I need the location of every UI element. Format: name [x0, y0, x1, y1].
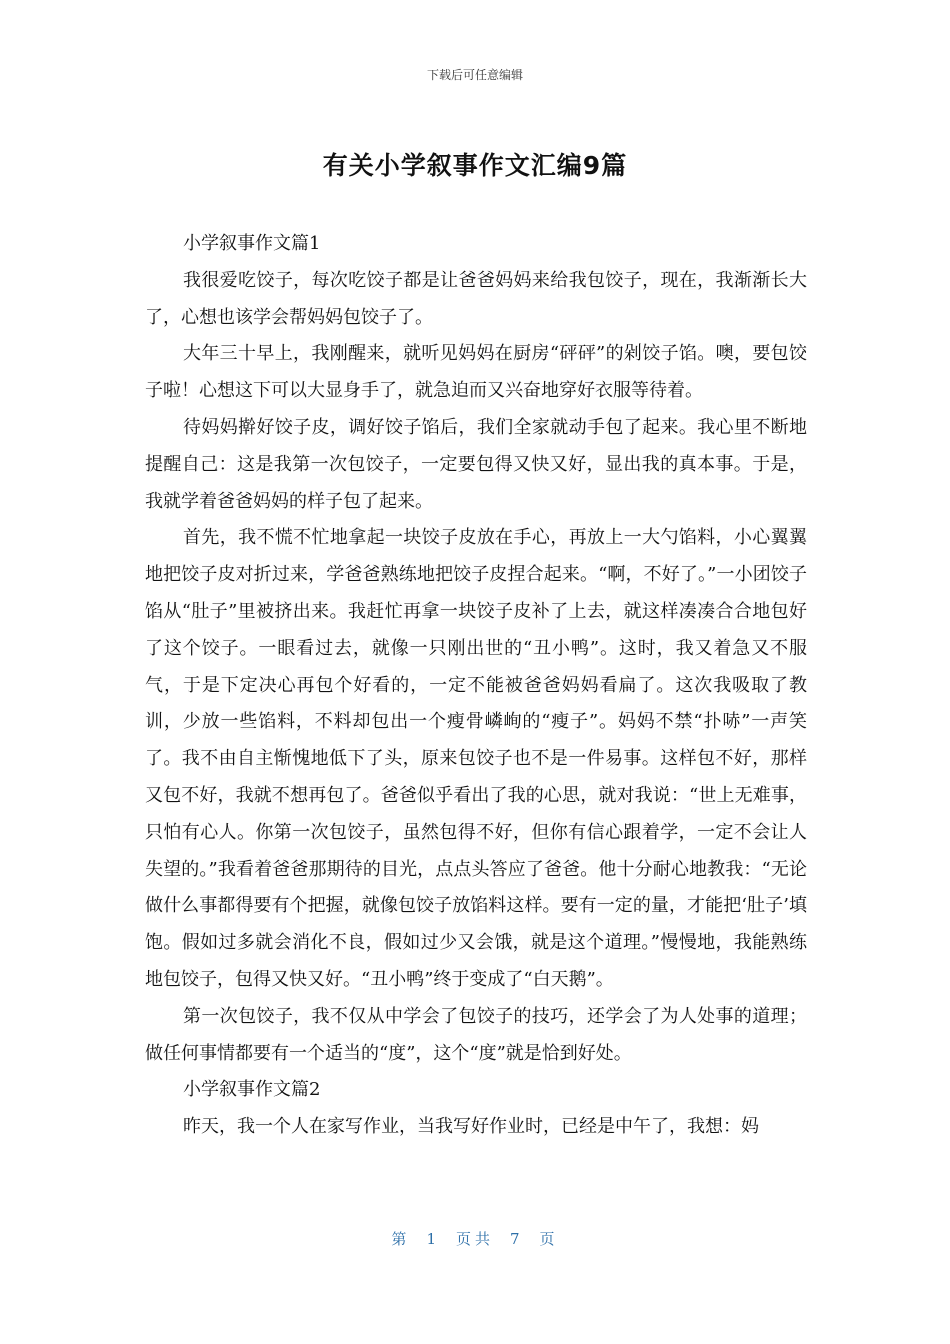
header-note: 下载后可任意编辑 [426, 68, 523, 82]
document-title: 有关小学叙事作文汇编9篇 [322, 151, 628, 180]
document-body [145, 226, 807, 1146]
section-heading-2: 小学叙事作文篇2 [183, 1079, 321, 1101]
section-heading-1: 小学叙事作文篇1 [183, 233, 321, 254]
paragraph: 我很爱吃饺子，每次吃饺子都是让爸爸妈妈来给我包饺子，现在，我渐渐长大了，心想也该学会帮妈妈包饺子了。 [145, 269, 807, 328]
footer-total-pages: 7 [510, 1230, 524, 1248]
footer-label-di: 第 [391, 1230, 411, 1248]
footer-label-ye: 页 [539, 1230, 559, 1248]
paragraph: 待妈妈擀好饺子皮，调好饺子馅后，我们全家就动手包了起来。我心里不断地提醒自己：这是我第一次包饺子，一定要包得又快又好，显出我的真本事。于是，我就学着爸爸妈妈的样子包了起来。 [145, 416, 807, 512]
page-footer [0, 1228, 950, 1249]
paragraph: 昨天，我一个人在家写作业，当我写好作业时，已经是中午了，我想：妈 [183, 1116, 759, 1138]
footer-page-number: 1 [426, 1230, 440, 1248]
paragraph: 第一次包饺子，我不仅从中学会了包饺子的技巧，还学会了为人处事的道理；做任何事情都要有一个适当的“度”，这个“度”就是恰到好处。 [145, 1005, 807, 1064]
paragraph: 首先，我不慌不忙地拿起一块饺子皮放在手心，再放上一大勺馅料，小心翼翼地把饺子皮对折过来，学爸爸熟练地把饺子皮捏合起来。“啊，不好了。”一小团饺子馅从“肚子”里被挤出来。我赶忙再拿一块饺子皮补了上去，就这样凑凑合合地包好了这个饺子。一眼看过去，就像一只刚出世的“丑小鸭”。这时，我又着急又不服气，于是下定决心再包个好看的，一定不能被爸爸妈妈看扁了。这次我吸取了教训，少放一些馅料，不料却包出一个瘦骨嶙峋的“瘦子”。妈妈不禁“扑哧”一声笑了。我不由自主惭愧地低下了头，原来包饺子也不是一件易事。这样包不好，那样又包不好，我就不想再包了。爸爸似乎看出了我的心思，就对我说：“世上无难事，只怕有心人。你第一次包饺子，虽然包得不好，但你有信心跟着学，一定不会让人失望的。”我看着爸爸那期待的目光，点点头答应了爸爸。他十分耐心地教我：“无论做什么事都得要有个把握，就像包饺子放馅料这样。要有一定的量，才能把‘肚子’填饱。假如过多就会消化不良，假如过少又会饿，就是这个道理。”慢慢地，我能熟练地包饺子，包得又快又好。“丑小鸭”终于变成了“白天鹅”。 [145, 527, 807, 990]
footer-label-ye-gong: 页共 [455, 1230, 494, 1248]
paragraph: 大年三十早上，我刚醒来，就听见妈妈在厨房“砰砰”的剁饺子馅。噢，要包饺子啦！心想这下可以大显身手了，就急迫而又兴奋地穿好衣服等待着。 [145, 343, 807, 402]
